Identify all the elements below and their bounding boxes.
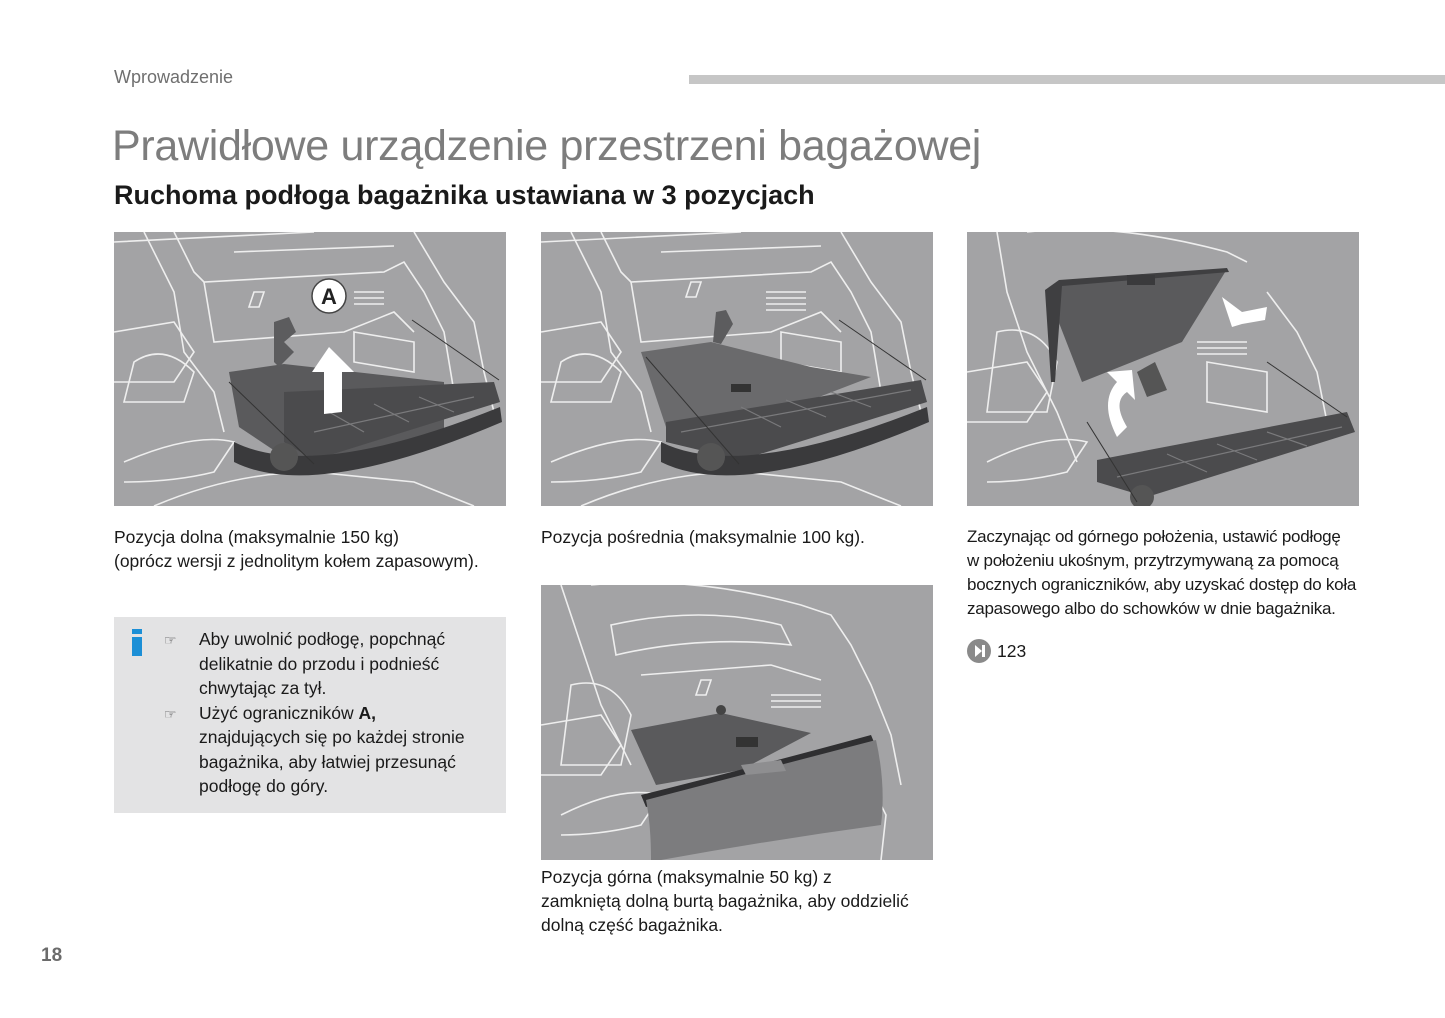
figure-tilted-position <box>967 232 1359 506</box>
page-reference-number: 123 <box>997 640 1027 661</box>
caption-line: Pozycja pośrednia (maksymalnie 100 kg). <box>541 527 865 547</box>
bullet-line: bagażnika, aby łatwiej przesunąć <box>199 751 456 772</box>
page-subtitle: Ruchoma podłoga bagażnika ustawiana w 3 pozycjach <box>114 180 815 210</box>
page-reference-link[interactable] <box>967 639 1026 663</box>
trunk-floor-upper-illustration <box>541 585 933 860</box>
figure-tilted-caption <box>967 525 1356 621</box>
caption-line: zapasowego albo do schowków w dnie bagażnika. <box>967 599 1336 618</box>
trunk-floor-lower-illustration <box>114 232 506 506</box>
callout-a-label: A <box>321 284 337 309</box>
info-bullet <box>164 701 499 799</box>
figure-lower-caption <box>114 525 479 573</box>
figure-middle-position <box>541 232 933 506</box>
caption-line: (oprócz wersji z jednolitym kołem zapasowym). <box>114 551 479 571</box>
figure-upper-caption <box>541 865 909 937</box>
info-icon <box>132 629 142 655</box>
caption-line: Pozycja dolna (maksymalnie 150 kg) <box>114 527 399 547</box>
bullet-line: delikatnie do przodu i podnieść <box>199 653 440 674</box>
caption-line: w położeniu ukośnym, przytrzymywaną za pomocą <box>967 551 1339 570</box>
pointing-hand-icon: ☞ <box>164 632 177 648</box>
limiter-label: A, <box>358 702 376 723</box>
caption-line: dolną część bagażnika. <box>541 915 723 935</box>
bullet-line: Aby uwolnić podłogę, popchnąć <box>199 629 446 649</box>
caption-line: zamkniętą dolną burtą bagażnika, aby oddzielić <box>541 891 909 911</box>
page-title: Prawidłowe urządzenie przestrzeni bagażowej <box>112 122 982 170</box>
page-reference-icon <box>967 639 991 663</box>
info-bullet <box>164 627 499 701</box>
info-box <box>114 617 506 813</box>
trunk-floor-middle-illustration <box>541 232 933 506</box>
pointing-hand-icon: ☞ <box>164 705 177 722</box>
section-label: Wprowadzenie <box>114 67 234 87</box>
caption-line: bocznych ograniczników, aby uzyskać dostęp do koła <box>967 575 1357 594</box>
figure-upper-position <box>541 585 933 860</box>
trunk-floor-tilted-illustration <box>967 232 1359 506</box>
figure-lower-position <box>114 232 506 506</box>
caption-line: Pozycja górna (maksymalnie 50 kg) z <box>541 867 832 887</box>
page-number: 18 <box>41 945 63 966</box>
bullet-line: podłogę do góry. <box>199 776 329 796</box>
bullet-line: znajdujących się po każdej stronie <box>199 727 465 747</box>
caption-line: Zaczynając od górnego położenia, ustawić podłogę <box>967 527 1341 546</box>
bullet-line <box>199 701 499 726</box>
header-bar <box>689 75 1445 84</box>
bullet-text: Użyć ograniczników <box>199 702 359 723</box>
figure-middle-caption <box>541 525 865 549</box>
bullet-line: chwytając za tył. <box>199 678 327 698</box>
info-bullets <box>164 627 499 799</box>
